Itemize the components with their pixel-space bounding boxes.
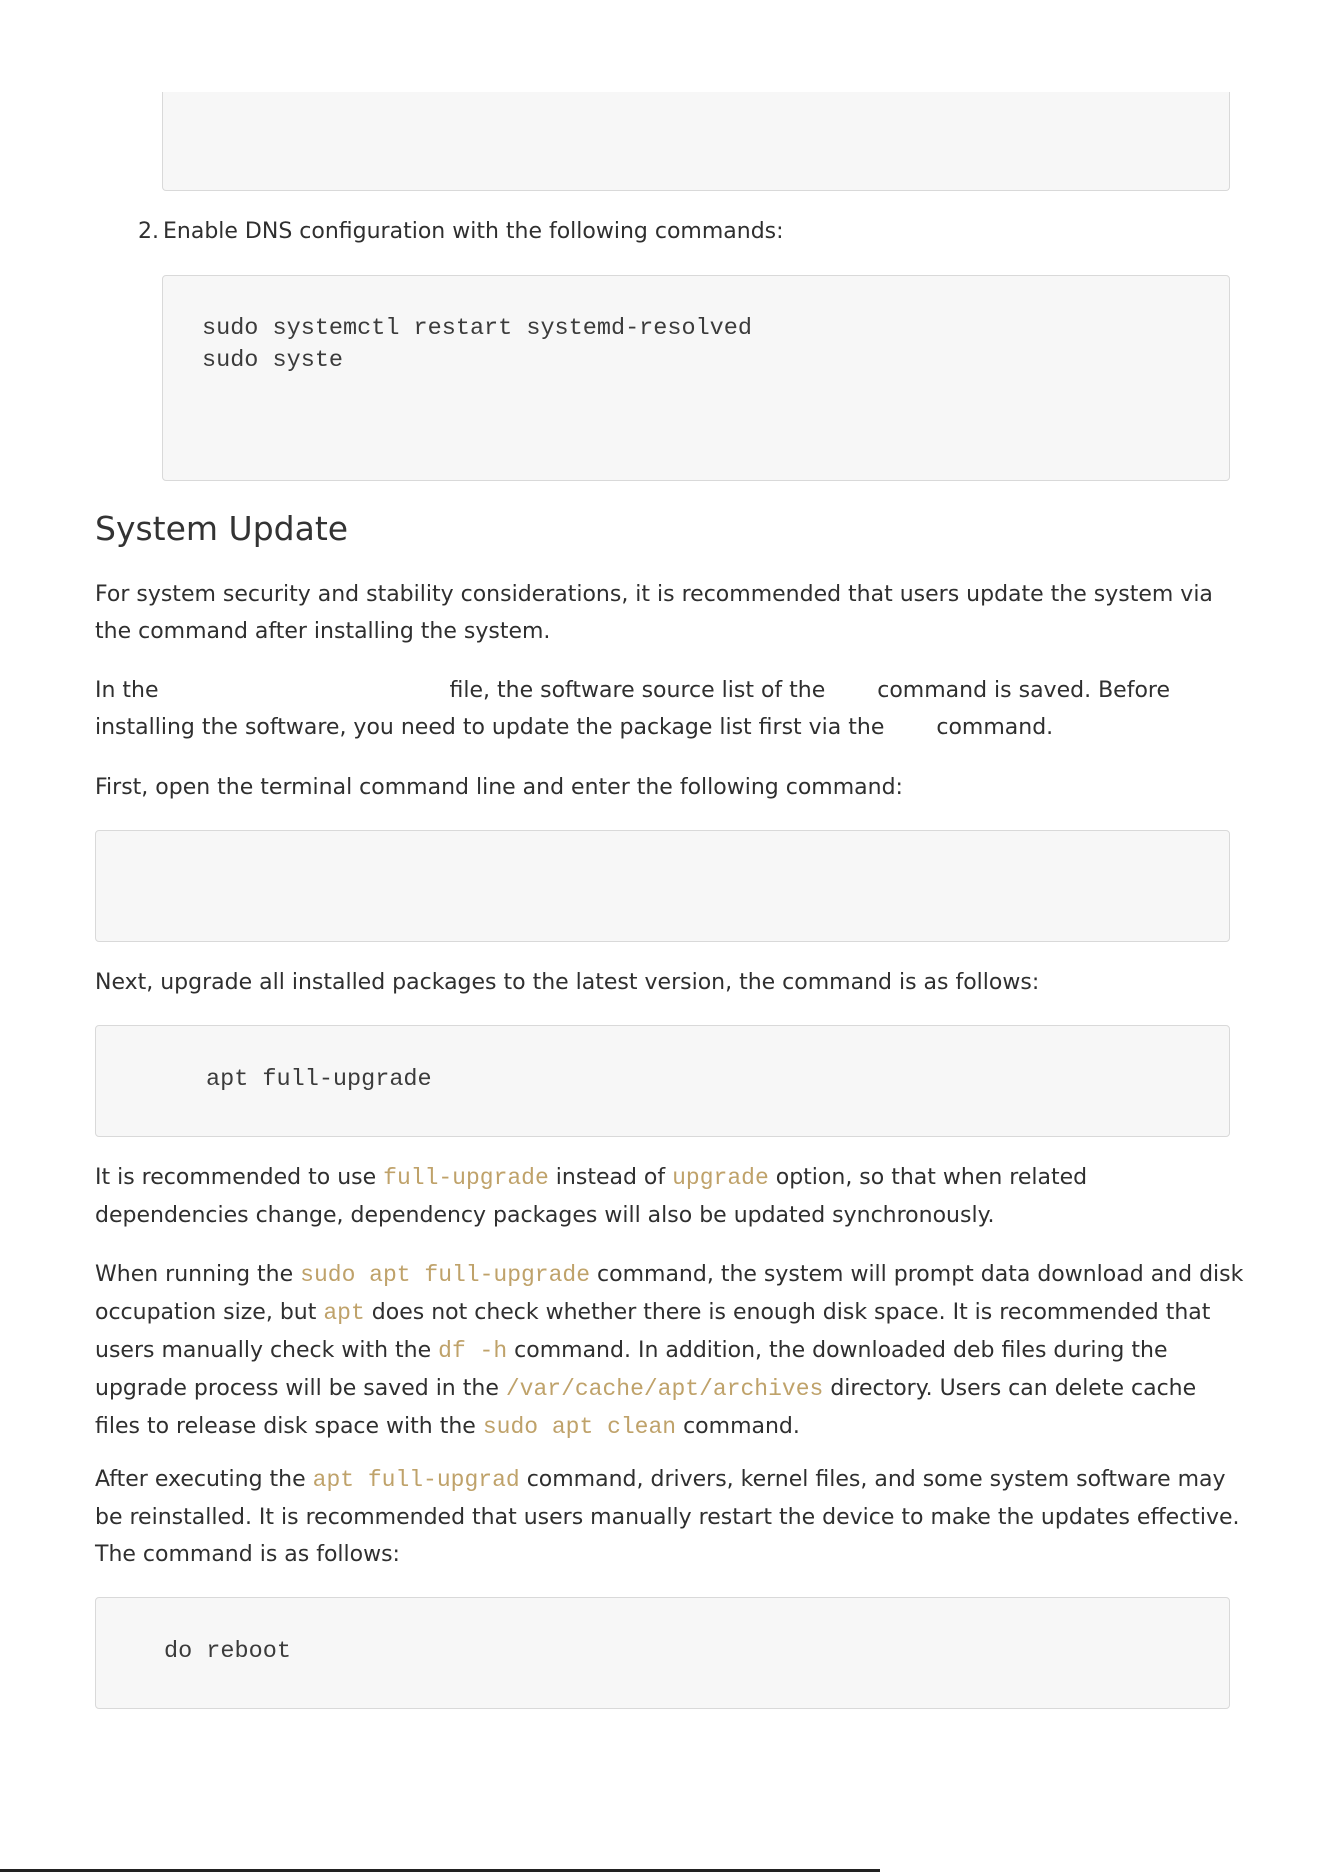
inline-code: sudo apt full-upgrade	[300, 1262, 591, 1288]
list-number: 2.	[138, 219, 159, 244]
code-line: sudo systemctl restart systemd-resolved	[202, 315, 752, 342]
paragraph-open-terminal: First, open the terminal command line and enter the following command:	[95, 775, 903, 800]
paragraph-reboot	[95, 1461, 1245, 1573]
paragraph-text: does not check whether there is enough disk space. It is recommended that users manually check with the	[95, 1300, 1211, 1363]
code-block-reboot	[95, 1597, 1230, 1709]
paragraph-text: After executing the	[95, 1467, 306, 1492]
paragraph-text: directory. Users can delete cache files to release disk space with the	[95, 1376, 1197, 1439]
paragraph-text: In the	[95, 678, 159, 703]
inline-code: /var/cache/apt/archives	[505, 1376, 824, 1402]
paragraph-text: When running the	[95, 1262, 294, 1287]
paragraph-text: command.	[936, 715, 1054, 740]
paragraph-text: instead of	[555, 1165, 666, 1190]
paragraph-text: command, drivers, kernel files, and some system software may be reinstalled. It is recommended that users manually restart the device to make the updates effective. The command is as follows:	[95, 1467, 1240, 1567]
paragraph-upgrade: Next, upgrade all installed packages to the latest version, the command is as follows:	[95, 970, 1040, 995]
section-heading: System Update	[95, 509, 349, 548]
paragraph-text: command. In addition, the downloaded deb files during the upgrade process will be saved in the	[95, 1338, 1168, 1401]
code-line: apt full-upgrade	[206, 1066, 432, 1093]
inline-code: upgrade	[672, 1165, 769, 1191]
inline-code: df -h	[438, 1338, 508, 1364]
paragraph-text: It is recommended to use	[95, 1165, 377, 1190]
code-block-dns	[162, 275, 1230, 481]
paragraph-disk-space	[95, 1256, 1245, 1446]
inline-code: full-upgrade	[383, 1165, 549, 1191]
code-block-update	[95, 830, 1230, 942]
code-line: do reboot	[164, 1638, 291, 1665]
inline-code: sudo apt clean	[482, 1414, 677, 1440]
inline-code: apt	[323, 1300, 365, 1326]
paragraph-text: file, the software source list of the	[449, 678, 826, 703]
list-item-text: Enable DNS configuration with the following commands:	[163, 219, 784, 244]
paragraph-text: command, the system will prompt data download and disk occupation size, but	[95, 1262, 1244, 1325]
paragraph-sources	[95, 672, 1245, 746]
paragraph-intro: For system security and stability considerations, it is recommended that users update the system via the command after installing the system.	[95, 582, 1213, 644]
code-block-upgrade	[95, 1025, 1230, 1137]
paragraph-text: command.	[683, 1414, 800, 1439]
paragraph-full-upgrade-note	[95, 1159, 1245, 1234]
code-line: sudo syste	[202, 347, 344, 374]
code-block-top	[162, 92, 1230, 191]
paragraph-text: option, so that when related dependencies change, dependency packages will also be updated synchronously.	[95, 1165, 1088, 1228]
paragraph-text: command is saved. Before installing the software, you need to update the package list first via the	[95, 678, 1170, 740]
inline-code: apt full-upgrad	[312, 1467, 520, 1493]
